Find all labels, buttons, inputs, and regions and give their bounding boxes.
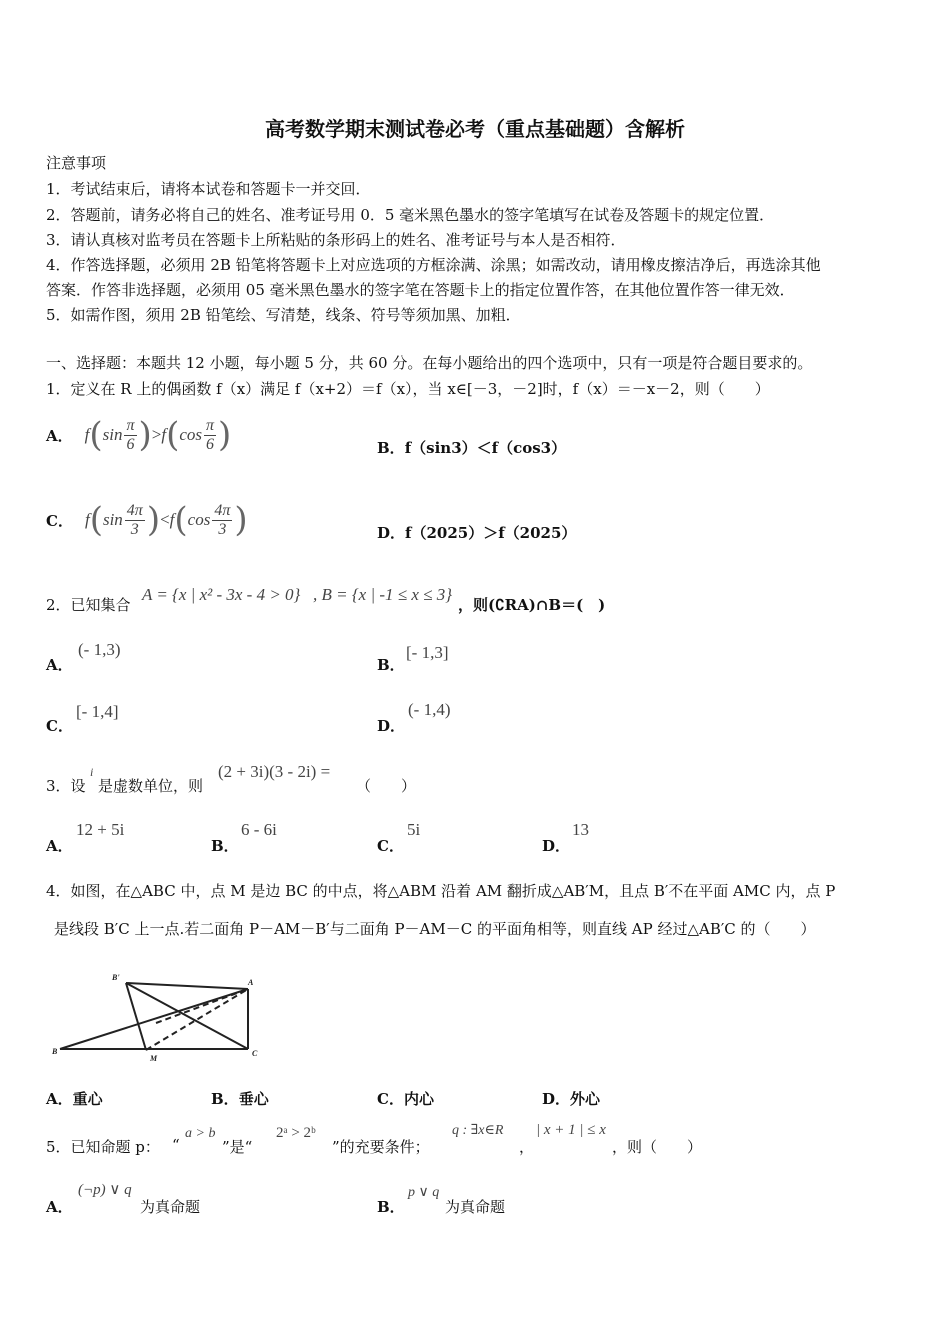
q2-option-c: [- 1,4] xyxy=(76,702,119,721)
option-label: C． xyxy=(377,1090,404,1108)
label-c: C xyxy=(252,1049,258,1058)
notice-item: 4．作答选择题，必须用 2B 铅笔将答题卡上对应选项的方框涂满、涂黑；如需改动，请用橡皮擦洁净后，再选涂其他 xyxy=(46,256,821,274)
section-heading: 一、选择题：本题共 12 小题，每小题 5 分，共 60 分。在每小题给出的四个选项中，只有一项是符合题目要求的。 xyxy=(46,354,813,372)
q2-set-a: A = {x | x² - 3x - 4 > 0} xyxy=(142,585,301,604)
q3-stem-post: （ ） xyxy=(356,777,417,795)
q4-line1: 4．如图，在△ABC 中，点 M 是边 BC 的中点，将△ABM 沿着 AM 翻折成△AB′M，且点 B′不在平面 AMC 内，点 P xyxy=(46,882,836,900)
paren-left: ( xyxy=(89,500,103,540)
option-label: C． xyxy=(46,717,73,735)
q3-expr: (2 + 3i)(3 - 2i) = xyxy=(218,762,331,781)
q4-option-c xyxy=(377,1088,434,1109)
fraction: $\frac{\pi}{6}$ xyxy=(206,416,215,453)
math-f: f xyxy=(84,510,90,529)
q1-option-a xyxy=(46,410,231,460)
q3-option-d: 13 xyxy=(572,820,589,839)
fraction: $\frac{\pi}{6}$ xyxy=(126,416,135,453)
q3-stem-pre: 3．设 xyxy=(46,777,86,795)
option-label: A． xyxy=(46,656,73,674)
q1-stem: 1．定义在 R 上的偶函数 f（x）满足 f（x+2）＝f（x），当 x∈[－3，－2]时，f（x）＝－x－2，则（ ） xyxy=(46,380,770,398)
q2-stem: 2．已知集合 xyxy=(46,596,131,614)
math-gt: > xyxy=(151,425,162,444)
edge-bprime-a xyxy=(126,983,248,989)
q2-set-b: , B = {x | -1 ≤ x ≤ 3} xyxy=(313,585,453,604)
q5-option-a-expr: (¬p) ∨ q xyxy=(78,1182,132,1198)
option-label: C． xyxy=(46,511,73,530)
q3-imag-unit: i xyxy=(90,765,94,779)
paren-right: ) xyxy=(138,415,152,455)
q4-line2: 是线段 B′C 上一点.若二面角 P－AM－B′与二面角 P－AM－C 的平面角相等，则直线 AP 经过△AB′C 的（ ） xyxy=(54,920,816,938)
fraction: $\frac{4\pi}{3}$ xyxy=(126,501,143,538)
q2-option-a: (- 1,3) xyxy=(78,640,121,659)
option-text: f（2025）＞f（2025） xyxy=(405,524,577,542)
q5-stem-post: ，则（ ） xyxy=(612,1138,703,1156)
q2-tail: ，则(∁RA)∩B＝( ) xyxy=(458,596,606,614)
option-label: C． xyxy=(377,837,404,855)
q4-figure xyxy=(46,968,276,1068)
q5-option-b-text: 为真命题 xyxy=(445,1198,506,1216)
edge-bprime-c xyxy=(126,983,248,1049)
q2-option-b: [- 1,3] xyxy=(406,643,449,662)
notice-item: 答案．作答非选择题，必须用 05 毫米黑色墨水的签字笔在答题卡上的指定位置作答，在其他位置作答一律无效． xyxy=(46,281,795,299)
option-label: A． xyxy=(46,426,73,445)
option-label: D． xyxy=(377,717,406,735)
q5-quote-open: “ xyxy=(172,1136,180,1154)
q5-option-a-text: 为真命题 xyxy=(140,1198,201,1216)
option-label: A． xyxy=(46,1090,73,1108)
label-b: B xyxy=(52,1047,58,1056)
label-a: A xyxy=(248,978,254,987)
paren-left: ( xyxy=(166,415,180,455)
option-label: B． xyxy=(211,837,239,855)
option-label: A． xyxy=(46,1198,73,1216)
page-title: 高考数学期末测试卷必考（重点基础题）含解析 xyxy=(265,117,685,141)
q1-option-b xyxy=(377,437,566,458)
q4-option-d xyxy=(542,1088,600,1109)
option-label: A． xyxy=(46,837,73,855)
q5-cond1: a > b xyxy=(185,1126,216,1141)
paren-right: ) xyxy=(146,500,161,540)
option-label: B． xyxy=(377,439,405,457)
option-text: 垂心 xyxy=(238,1090,269,1108)
math-f: f xyxy=(84,425,90,444)
notice-item: 3．请认真核对监考员在答题卡上所粘贴的条形码上的姓名、准考证号与本人是否相符． xyxy=(46,231,626,249)
q4-option-b xyxy=(211,1088,269,1109)
option-label: B． xyxy=(377,656,405,674)
q5-prop-q: q : ∃x∈R xyxy=(452,1123,504,1138)
math-f: f xyxy=(161,425,167,444)
notice-item: 1．考试结束后，请将本试卷和答题卡一并交回． xyxy=(46,180,371,198)
q4-option-a xyxy=(46,1088,103,1109)
math-f: f xyxy=(169,510,175,529)
q5-quote-mid: ”是“ xyxy=(222,1138,253,1156)
option-text: 内心 xyxy=(403,1090,434,1108)
option-text: f（sin3）＜f（cos3） xyxy=(404,439,567,457)
q5-comma: ， xyxy=(519,1138,535,1156)
math-cos: cos xyxy=(187,510,211,529)
q5-ineq: | x + 1 | ≤ x xyxy=(536,1122,606,1138)
q5-stem-pre: 5．已知命题 p： xyxy=(46,1138,160,1156)
paren-right: ) xyxy=(234,500,248,540)
option-text: 外心 xyxy=(570,1090,601,1108)
fraction: $\frac{4\pi}{3}$ xyxy=(214,501,231,538)
q3-option-c: 5i xyxy=(407,820,421,839)
notice-item: 2．答题前，请务必将自己的姓名、准考证号用 0．5 毫米黑色墨水的签字笔填写在试卷及答题卡的规定位置． xyxy=(46,206,775,224)
label-b-prime: B' xyxy=(112,973,120,982)
q3-option-b: 6 - 6i xyxy=(241,820,277,839)
q1-option-d xyxy=(377,522,576,543)
math-sin: sin xyxy=(102,510,123,529)
q3-stem-mid: 是虚数单位，则 xyxy=(98,777,204,795)
option-label: D． xyxy=(377,524,406,542)
q5-cond2: 2ᵃ > 2ᵇ xyxy=(276,1125,316,1141)
notice-heading: 注意事项 xyxy=(46,154,107,172)
math-sin: sin xyxy=(102,425,123,444)
math-cos: cos xyxy=(179,425,203,444)
q1-option-c xyxy=(46,495,248,545)
option-label: B． xyxy=(211,1090,239,1108)
q5-option-b-expr: p ∨ q xyxy=(408,1185,440,1200)
paren-right: ) xyxy=(218,415,232,455)
q5-quote-close: ”的充要条件； xyxy=(332,1138,430,1156)
math-lt: < xyxy=(160,510,170,529)
q3-option-a: 12 + 5i xyxy=(76,820,125,839)
option-text: 重心 xyxy=(72,1090,103,1108)
option-label: D． xyxy=(542,837,571,855)
paren-left: ( xyxy=(89,415,103,455)
q2-option-d: (- 1,4) xyxy=(408,700,451,719)
notice-item: 5．如需作图，须用 2B 铅笔绘、写清楚，线条、符号等须加黑、加粗． xyxy=(46,306,521,324)
label-m: M xyxy=(150,1054,158,1063)
option-label: B． xyxy=(377,1198,405,1216)
paren-left: ( xyxy=(174,500,188,540)
option-label: D． xyxy=(542,1090,571,1108)
